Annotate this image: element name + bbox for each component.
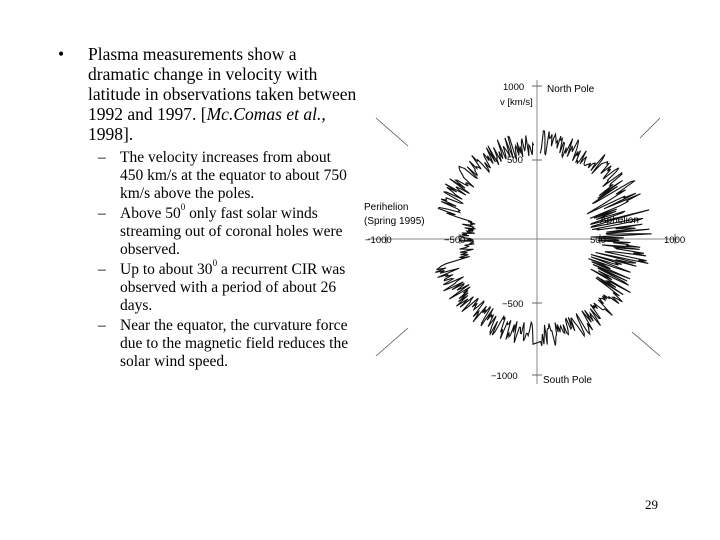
north-pole-label: North Pole — [547, 84, 595, 95]
degree-superscript: 0 — [180, 202, 186, 212]
sub-bullet-text-end: a recurrent CIR was observed with a period of about 26 days. — [120, 261, 346, 314]
tick-label: −1000 — [491, 371, 518, 382]
sub-bullet: – Above $50^0$ only fast solar winds streaming out of coronal holes were observed. — [98, 202, 343, 258]
tick-label: −1000 — [365, 235, 392, 246]
sub-bullet: – Up to about $30^0$ a recurrent CIR was observed with a period of about 26 days. — [98, 258, 346, 314]
main-bullet — [58, 44, 358, 144]
tick-label: 1000 — [503, 82, 525, 93]
sub-bullet-text: Above 50 — [120, 205, 181, 222]
tick-label: 500 — [507, 155, 523, 166]
unit-label: v [km/s] — [500, 97, 533, 108]
bullet-list — [58, 44, 358, 373]
sub-bullet-text: Near the equator, the curvature force due to the magnetic field reduces the solar wind speed. — [120, 317, 349, 370]
citation: Mc.Comas et al., — [206, 104, 326, 124]
spring-1995-label: (Spring 1995) — [364, 216, 425, 227]
polar-velocity-figure — [360, 72, 700, 392]
south-pole-label: South Pole — [543, 375, 592, 386]
page-number: 29 — [645, 497, 658, 512]
main-bullet-text-end: 1998]. — [88, 124, 134, 144]
sub-bullet: – The velocity increases from about 450 km/s at the equator to about 750 km/s above the poles. — [98, 149, 347, 202]
sub-bullet-list — [58, 149, 358, 371]
aphelion-label: Aphelion — [600, 215, 639, 226]
sub-bullet-text: The velocity increases from about 450 km/s at the equator to about 750 km/s above the poles. — [120, 149, 347, 202]
tick-label: −500 — [502, 299, 524, 310]
tick-label: −500 — [444, 235, 466, 246]
velocity-trace — [435, 131, 651, 346]
bullet-marker: • — [58, 44, 65, 64]
sub-bullet: – Near the equator, the curvature force due to the magnetic field reduces the solar wind speed. — [98, 317, 349, 370]
degree-superscript: 0 — [212, 258, 218, 268]
sub-bullet-text: Up to about 30 — [120, 261, 213, 278]
sub-bullet-text-end: only fast solar winds streaming out of coronal holes were observed. — [120, 205, 343, 258]
main-bullet-text: Plasma measurements show a dramatic change in velocity with latitude in observations taken between 1992 and 1997. [ — [88, 44, 357, 124]
tick-label: 1000 — [664, 235, 686, 246]
tick-label: 500 — [590, 235, 606, 246]
perihelion-label: Perihelion — [364, 202, 409, 213]
